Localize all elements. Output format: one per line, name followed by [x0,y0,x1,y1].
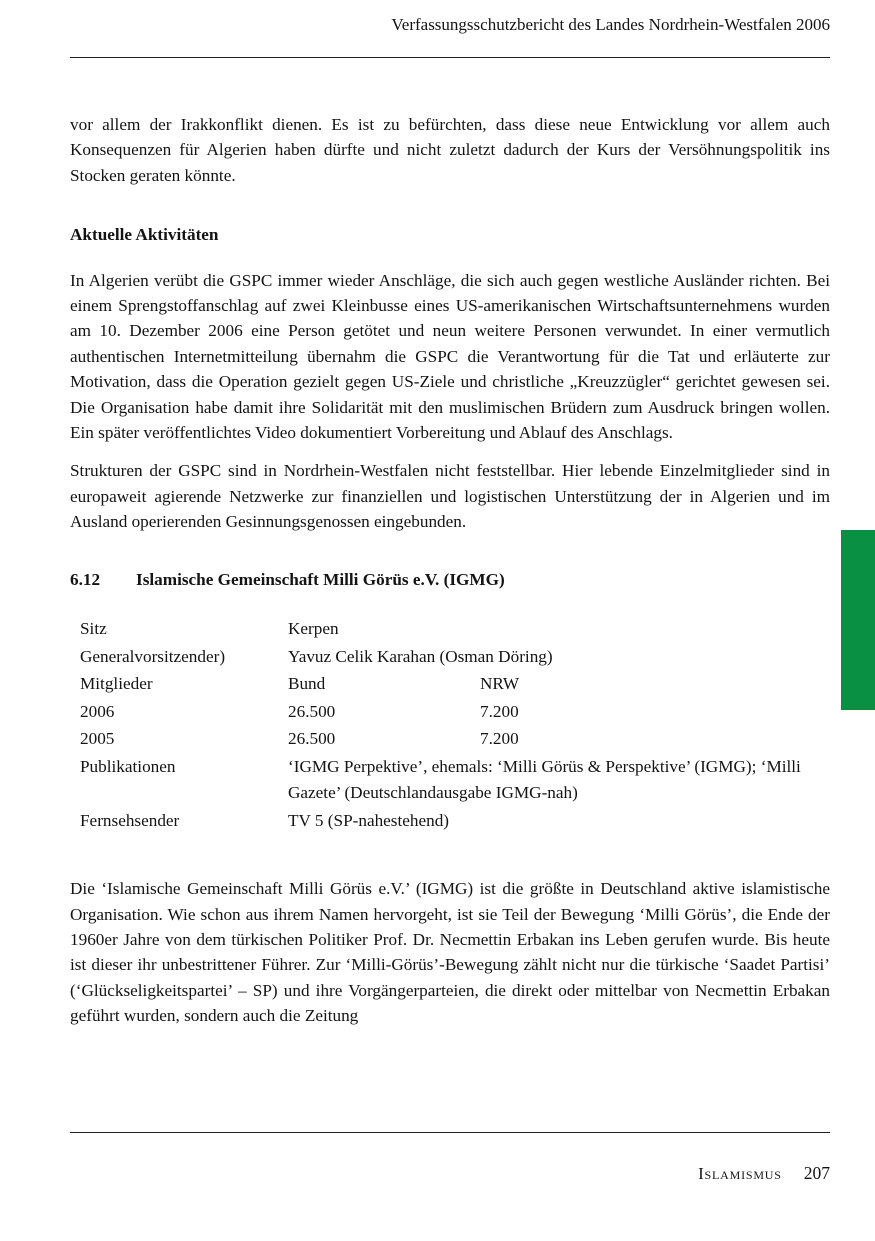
infobox-row-2005 [80,726,830,753]
infobox-row-generalvorsitzender [80,644,830,671]
infobox-label: Fernsehsender [80,810,180,830]
infobox-row-mitglieder [80,671,830,698]
infobox-row-fernsehsender [80,808,830,835]
infobox-label: Generalvorsitzender) [80,646,226,666]
page-content [70,112,830,1042]
infobox-label: 2005 [80,729,115,749]
infobox-row-publikationen [80,754,830,807]
paragraph-activities-1: In Algerien verübt die GSPC immer wieder Anschläge, die sich auch gegen westliche Ausländer richten. Bei einem Sprengstoffanschlag auf zwei Kleinbusse eines US-amerikanischen Wirtschaftsunternehmens wurden am 10. Dezember 2006 eine Person getötet und neun weitere Personen verwundet. In einer vermutlich authentischen Internetmitteilung übernahm die GSPC die Verantwortung für die Tat und erläuterte zur Motivation, dass die Operation gezielt gegen US-Ziele und christliche „Kreuzzügler“ gerichtet gewesen sei. Die Organisation habe damit ihre Solidarität mit den muslimischen Brüdern zum Ausdruck bringen wollen. Ein später veröffentlichtes Video dokumentiert Vorbereitung und Ablauf des Anschlags. [70,270,830,443]
paragraph-activities-2: Strukturen der GSPC sind in Nordrhein-Westfalen nicht feststellbar. Hier lebende Einzelmitglieder sind in europaweit agierende Netzwerke zur finanziellen und logistischen Unterstützung der in Algerien und im Ausland operierenden Gesinnungsgenossen eingebunden. [70,461,830,532]
infobox-value: Kerpen [288,619,339,639]
section-heading-6-12 [70,567,830,592]
infobox-row-2006 [80,699,830,726]
igmg-infobox [80,616,830,834]
chapter-thumb-tab [841,530,875,710]
report-title: Verfassungsschutzbericht des Landes Nordrhein-Westfalen 2006 [391,15,830,34]
page-footer [70,1132,830,1184]
infobox-value: TV 5 (SP-nahestehend) [288,810,450,830]
infobox-value-bund: Bund [288,674,326,694]
heading-aktuelle-aktivitaeten: Aktuelle Aktivitäten [70,225,219,245]
paragraph-igmg: Die ‘Islamische Gemeinschaft Milli Görüs e.V.’ (IGMG) ist die größte in Deutschland aktive islamistische Organisation. Wie schon aus ihrem Namen hervorgeht, ist sie Teil der Bewegung ‘Milli Görüs’, die Ende der 1960er Jahre von dem türkischen Politiker Prof. Dr. Necmettin Erbakan ins Leben gerufen wurde. Bis heute ist dieser ihr unbestrittener Führer. Zur ‘Milli-Görüs’-Bewegung zählt nicht nur die türkische ‘Saadet Partisi’ (‘Glückseligkeitspartei’ – SP) und ihre Vorgängerparteien, die direkt oder mittelbar von Necmettin Erbakan geführt wurden, sondern auch die Zeitung [70,879,830,1026]
footer-divider [70,1132,830,1133]
infobox-label: Sitz [80,619,107,639]
header-divider [70,57,830,58]
footer-page-number: 207 [803,1163,830,1183]
footer-section-label: Islamismus [698,1164,782,1183]
paragraph-intro: vor allem der Irakkonflikt dienen. Es ist zu befürchten, dass diese neue Entwicklung vor allem auch Konsequenzen für Algerien haben dürfte und nicht zuletzt dadurch der Kurs der Versöhnungspolitik ins Stocken geraten könnte. [70,115,830,185]
section-title: Islamische Gemeinschaft Milli Görüs e.V. (IGMG) [136,569,505,589]
footer-line [70,1163,830,1184]
section-number: 6.12 [70,569,101,589]
infobox-value-nrw: NRW [480,674,520,694]
infobox-value: Yavuz Celik Karahan (Osman Döring) [288,646,553,666]
page-header [70,0,830,58]
infobox-label: Publikationen [80,756,176,776]
infobox-value-bund: 26.500 [288,701,336,721]
infobox-row-sitz [80,616,830,643]
infobox-label: 2006 [80,701,115,721]
infobox-label: Mitglieder [80,674,153,694]
infobox-value-nrw: 7.200 [480,729,519,749]
infobox-value-nrw: 7.200 [480,701,519,721]
infobox-value-bund: 26.500 [288,729,336,749]
infobox-value: ‘IGMG Perpektive’, ehemals: ‘Milli Görüs & Perspektive’ (IGMG); ‘Milli Gazete’ (Deutschlandausgabe IGMG-nah) [288,756,801,803]
